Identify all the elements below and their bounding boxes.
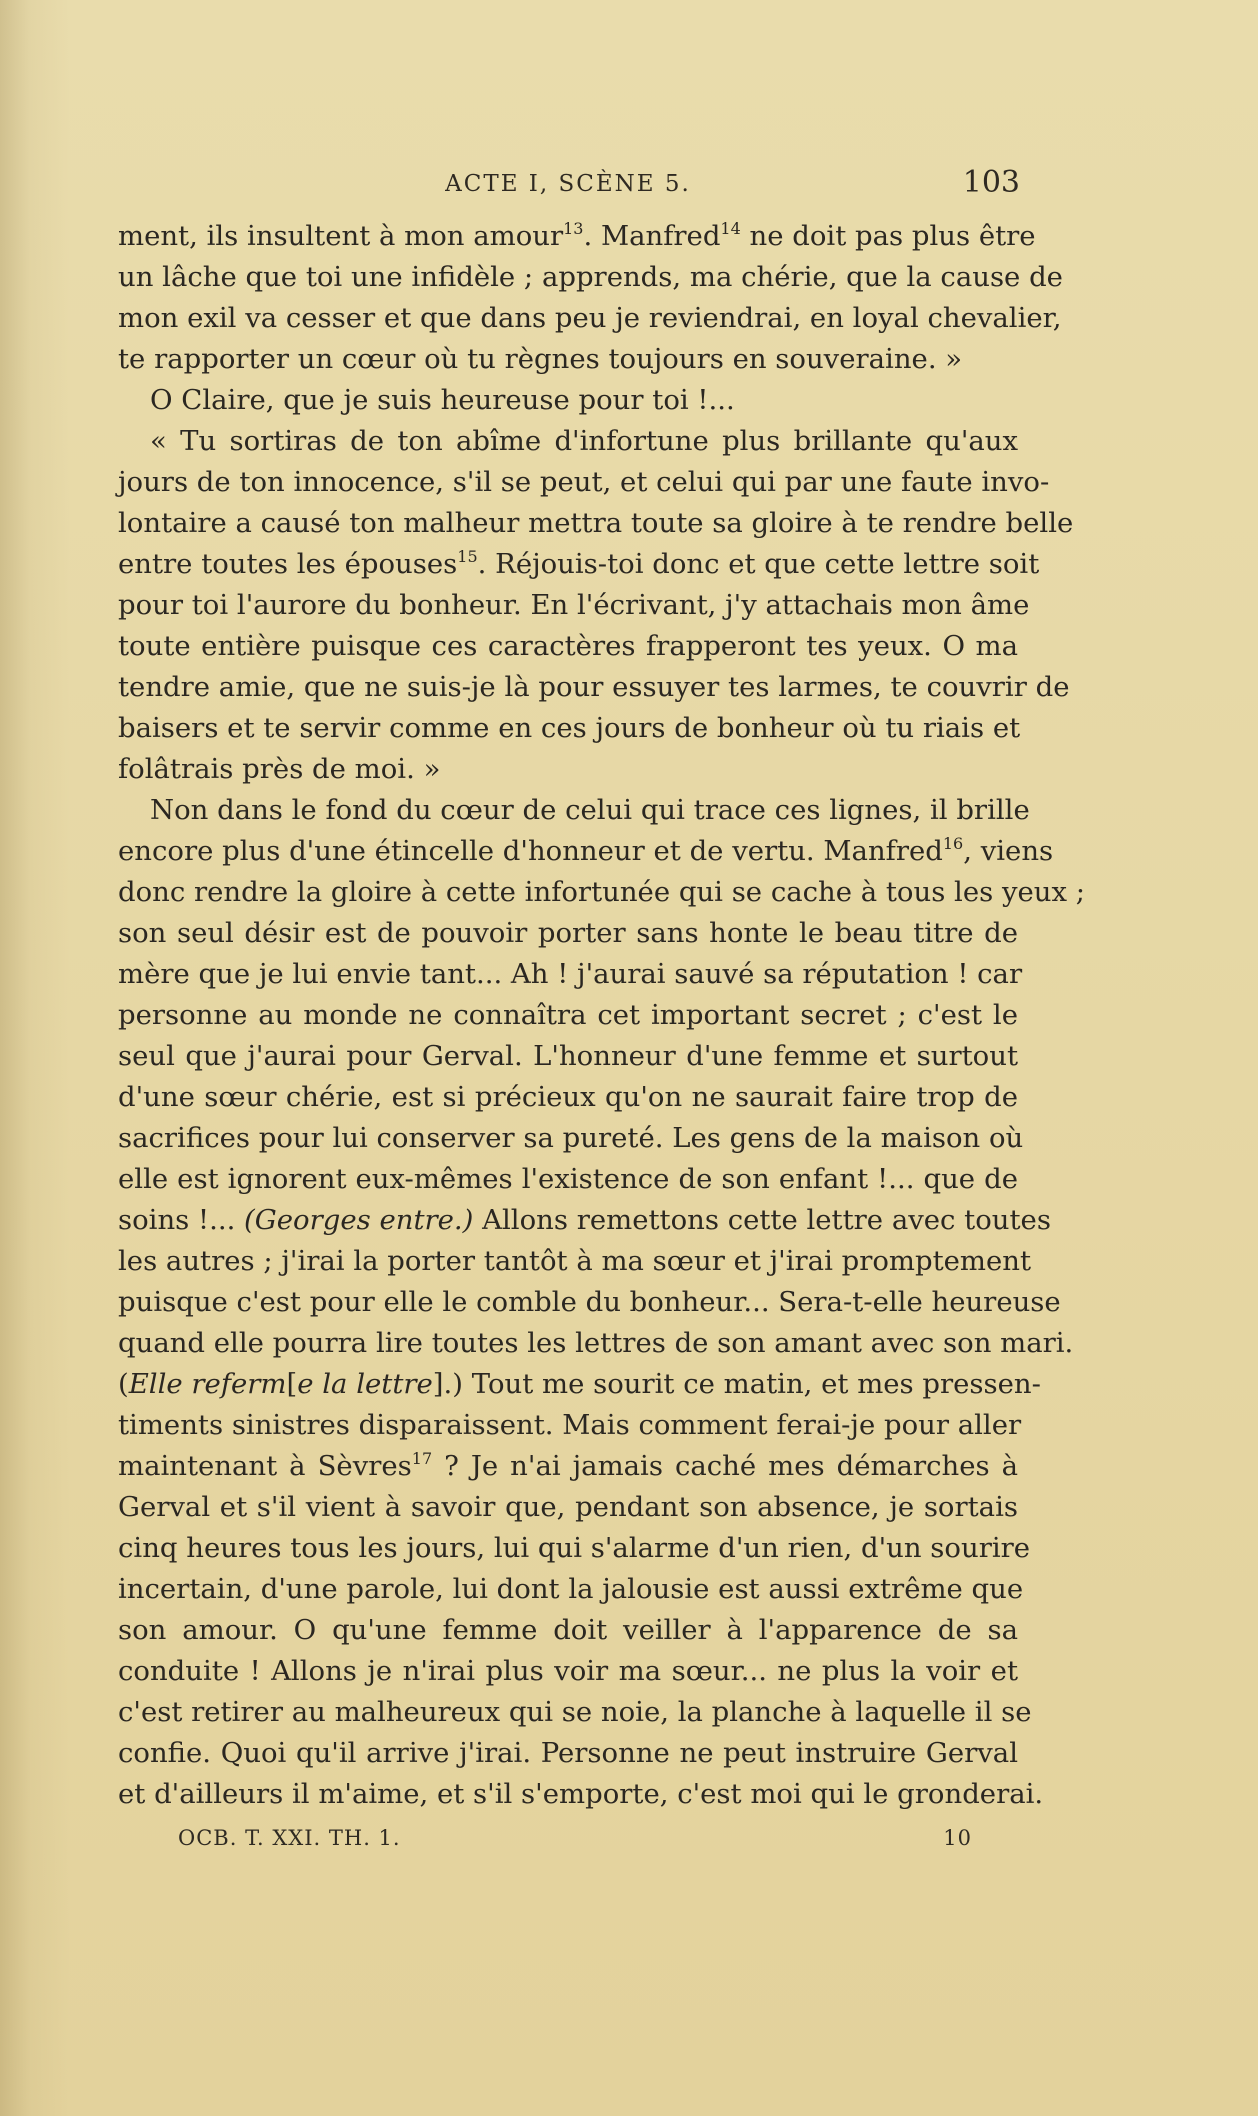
text-line xyxy=(118,1569,1024,1610)
text-run: elle est ignorent eux-mêmes l'existence de son enfant !... que de xyxy=(118,1163,1018,1195)
text-run: sacrifices pour lui conserver sa pureté. Les gens de la maison où xyxy=(118,1122,1024,1154)
footnote-ref: 17 xyxy=(411,1449,433,1468)
text-run: pour toi l'aurore du bonheur. En l'écrivant, j'y attachais mon âme xyxy=(118,589,1030,621)
text-line xyxy=(118,298,1062,339)
text-line xyxy=(118,544,1040,585)
footnote-ref: 16 xyxy=(942,834,964,853)
text-run: folâtrais près de moi. » xyxy=(118,753,441,785)
text-line xyxy=(118,1405,1022,1446)
text-run: son seul désir est de pouvoir porter sans honte le beau titre de xyxy=(118,917,1018,949)
text-line xyxy=(118,1651,1018,1692)
text-run: son amour. O qu'une femme doit veiller à l'apparence de sa xyxy=(118,1614,1018,1646)
text-run: donc rendre la gloire à cette infortunée qui se cache à tous les yeux ; xyxy=(118,876,1086,908)
running-head: ACTE I, SCÈNE 5. xyxy=(445,171,691,197)
text-line xyxy=(118,1282,1061,1323)
text-run: ne doit pas plus être xyxy=(740,220,1036,252)
text-run: soins !... xyxy=(118,1204,245,1236)
text-line xyxy=(118,667,1070,708)
text-run: . Manfred xyxy=(583,220,721,252)
text-line xyxy=(118,1323,1074,1364)
text-run: d'une sœur chérie, est si précieux qu'on ne saurait faire trop de xyxy=(118,1081,1018,1113)
page-footer xyxy=(178,1826,972,1856)
text-run: jours de ton innocence, s'il se peut, et celui qui par une faute invo- xyxy=(118,466,1050,498)
text-run: entre toutes les épouses xyxy=(118,548,458,580)
text-line xyxy=(118,913,1018,954)
text-line xyxy=(118,216,1036,257)
text-run: et d'ailleurs il m'aime, et s'il s'emporte, c'est moi qui le gronderai. xyxy=(118,1778,1044,1810)
text-line xyxy=(118,995,1018,1036)
text-line xyxy=(118,1077,1018,1118)
text-run: ].) Tout me sourit ce matin, et mes pressen- xyxy=(432,1368,1041,1400)
text-line xyxy=(118,708,1021,749)
text-line xyxy=(118,749,1018,790)
text-run: ? Je n'ai jamais caché mes démarches à xyxy=(432,1450,1019,1482)
text-run: ment, ils insultent à mon amour xyxy=(118,220,564,252)
text-line xyxy=(118,585,1030,626)
text-run: timents sinistres disparaissent. Mais comment ferai-je pour aller xyxy=(118,1409,1022,1441)
footnote-ref: 13 xyxy=(563,219,584,238)
text-line xyxy=(118,421,1018,462)
text-run: un lâche que toi une infidèle ; apprends, ma chérie, que la cause de xyxy=(118,261,1063,293)
page-header xyxy=(118,165,1018,209)
text-run: encore plus d'une étincelle d'honneur et de vertu. Manfred xyxy=(118,835,943,867)
text-line xyxy=(118,1036,1018,1077)
footnote-ref: 14 xyxy=(720,219,741,238)
text-run: puisque c'est pour elle le comble du bonheur... Sera-t-elle heureuse xyxy=(118,1286,1061,1318)
text-run: c'est retirer au malheureux qui se noie, la planche à laquelle il se xyxy=(118,1696,1032,1728)
text-run: Allons remettons cette lettre avec toutes xyxy=(473,1204,1051,1236)
text-line xyxy=(118,380,1018,421)
text-line xyxy=(118,1159,1018,1200)
text-run: toute entière puisque ces caractères frapperont tes yeux. O ma xyxy=(118,630,1018,662)
text-line xyxy=(118,1610,1018,1651)
text-line xyxy=(118,257,1063,298)
stage-direction: e la lettre xyxy=(297,1368,433,1400)
page-number: 103 xyxy=(962,165,1020,200)
text-run: , viens xyxy=(963,835,1054,867)
body-text xyxy=(118,216,1086,1815)
text-run: [ xyxy=(286,1368,298,1400)
text-line xyxy=(118,1487,1018,1528)
text-run: seul que j'aurai pour Gerval. L'honneur d'une femme et surtout xyxy=(118,1040,1018,1072)
text-line xyxy=(118,503,1074,544)
stage-direction: (Georges entre.) xyxy=(244,1204,474,1236)
text-line xyxy=(118,872,1086,913)
footnote-ref: 15 xyxy=(457,547,478,566)
text-line xyxy=(118,1733,1018,1774)
stage-direction: Elle referm xyxy=(128,1368,287,1400)
signature-mark: OCB. T. XXI. TH. 1. xyxy=(178,1826,401,1850)
text-line xyxy=(118,626,1018,667)
sheet-number: 10 xyxy=(943,1826,972,1850)
text-run: Non dans le fond du cœur de celui qui trace ces lignes, il brille xyxy=(150,794,1030,826)
text-run: incertain, d'une parole, lui dont la jalousie est aussi extrême que xyxy=(118,1573,1024,1605)
text-run: mon exil va cesser et que dans peu je reviendrai, en loyal chevalier, xyxy=(118,302,1062,334)
text-run: O Claire, que je suis heureuse pour toi !... xyxy=(150,384,735,416)
text-run: lontaire a causé ton malheur mettra toute sa gloire à te rendre belle xyxy=(118,507,1074,539)
text-line xyxy=(118,1692,1032,1733)
text-run: confie. Quoi qu'il arrive j'irai. Personne ne peut instruire Gerval xyxy=(118,1737,1018,1769)
text-line xyxy=(118,1528,1031,1569)
text-line xyxy=(118,1118,1024,1159)
text-line xyxy=(118,1364,1041,1405)
text-run: les autres ; j'irai la porter tantôt à ma sœur et j'irai promptement xyxy=(118,1245,1032,1277)
text-run: mère que je lui envie tant... Ah ! j'aurai sauvé sa réputation ! car xyxy=(118,958,1023,990)
text-run: personne au monde ne connaîtra cet important secret ; c'est le xyxy=(118,999,1018,1031)
text-run: conduite ! Allons je n'irai plus voir ma sœur... ne plus la voir et xyxy=(118,1655,1018,1687)
text-line xyxy=(118,1241,1032,1282)
text-line xyxy=(118,1200,1051,1241)
text-run: maintenant à Sèvres xyxy=(118,1450,412,1482)
text-run: quand elle pourra lire toutes les lettres de son amant avec son mari. xyxy=(118,1327,1074,1359)
text-run: . Réjouis-toi donc et que cette lettre soit xyxy=(477,548,1040,580)
text-run: Gerval et s'il vient à savoir que, pendant son absence, je sortais xyxy=(118,1491,1018,1523)
text-run: ( xyxy=(118,1368,129,1400)
text-run: baisers et te servir comme en ces jours de bonheur où tu riais et xyxy=(118,712,1021,744)
text-line xyxy=(118,954,1023,995)
text-line xyxy=(118,1774,1044,1815)
text-run: te rapporter un cœur où tu règnes toujours en souveraine. » xyxy=(118,343,963,375)
text-run: tendre amie, que ne suis-je là pour essuyer tes larmes, te couvrir de xyxy=(118,671,1070,703)
text-run: cinq heures tous les jours, lui qui s'alarme d'un rien, d'un sourire xyxy=(118,1532,1031,1564)
text-line xyxy=(118,462,1050,503)
text-run: « Tu sortiras de ton abîme d'infortune plus brillante qu'aux xyxy=(150,425,1018,457)
text-line xyxy=(118,790,1030,831)
text-line xyxy=(118,831,1054,872)
text-line xyxy=(118,339,1018,380)
text-line xyxy=(118,1446,1018,1487)
